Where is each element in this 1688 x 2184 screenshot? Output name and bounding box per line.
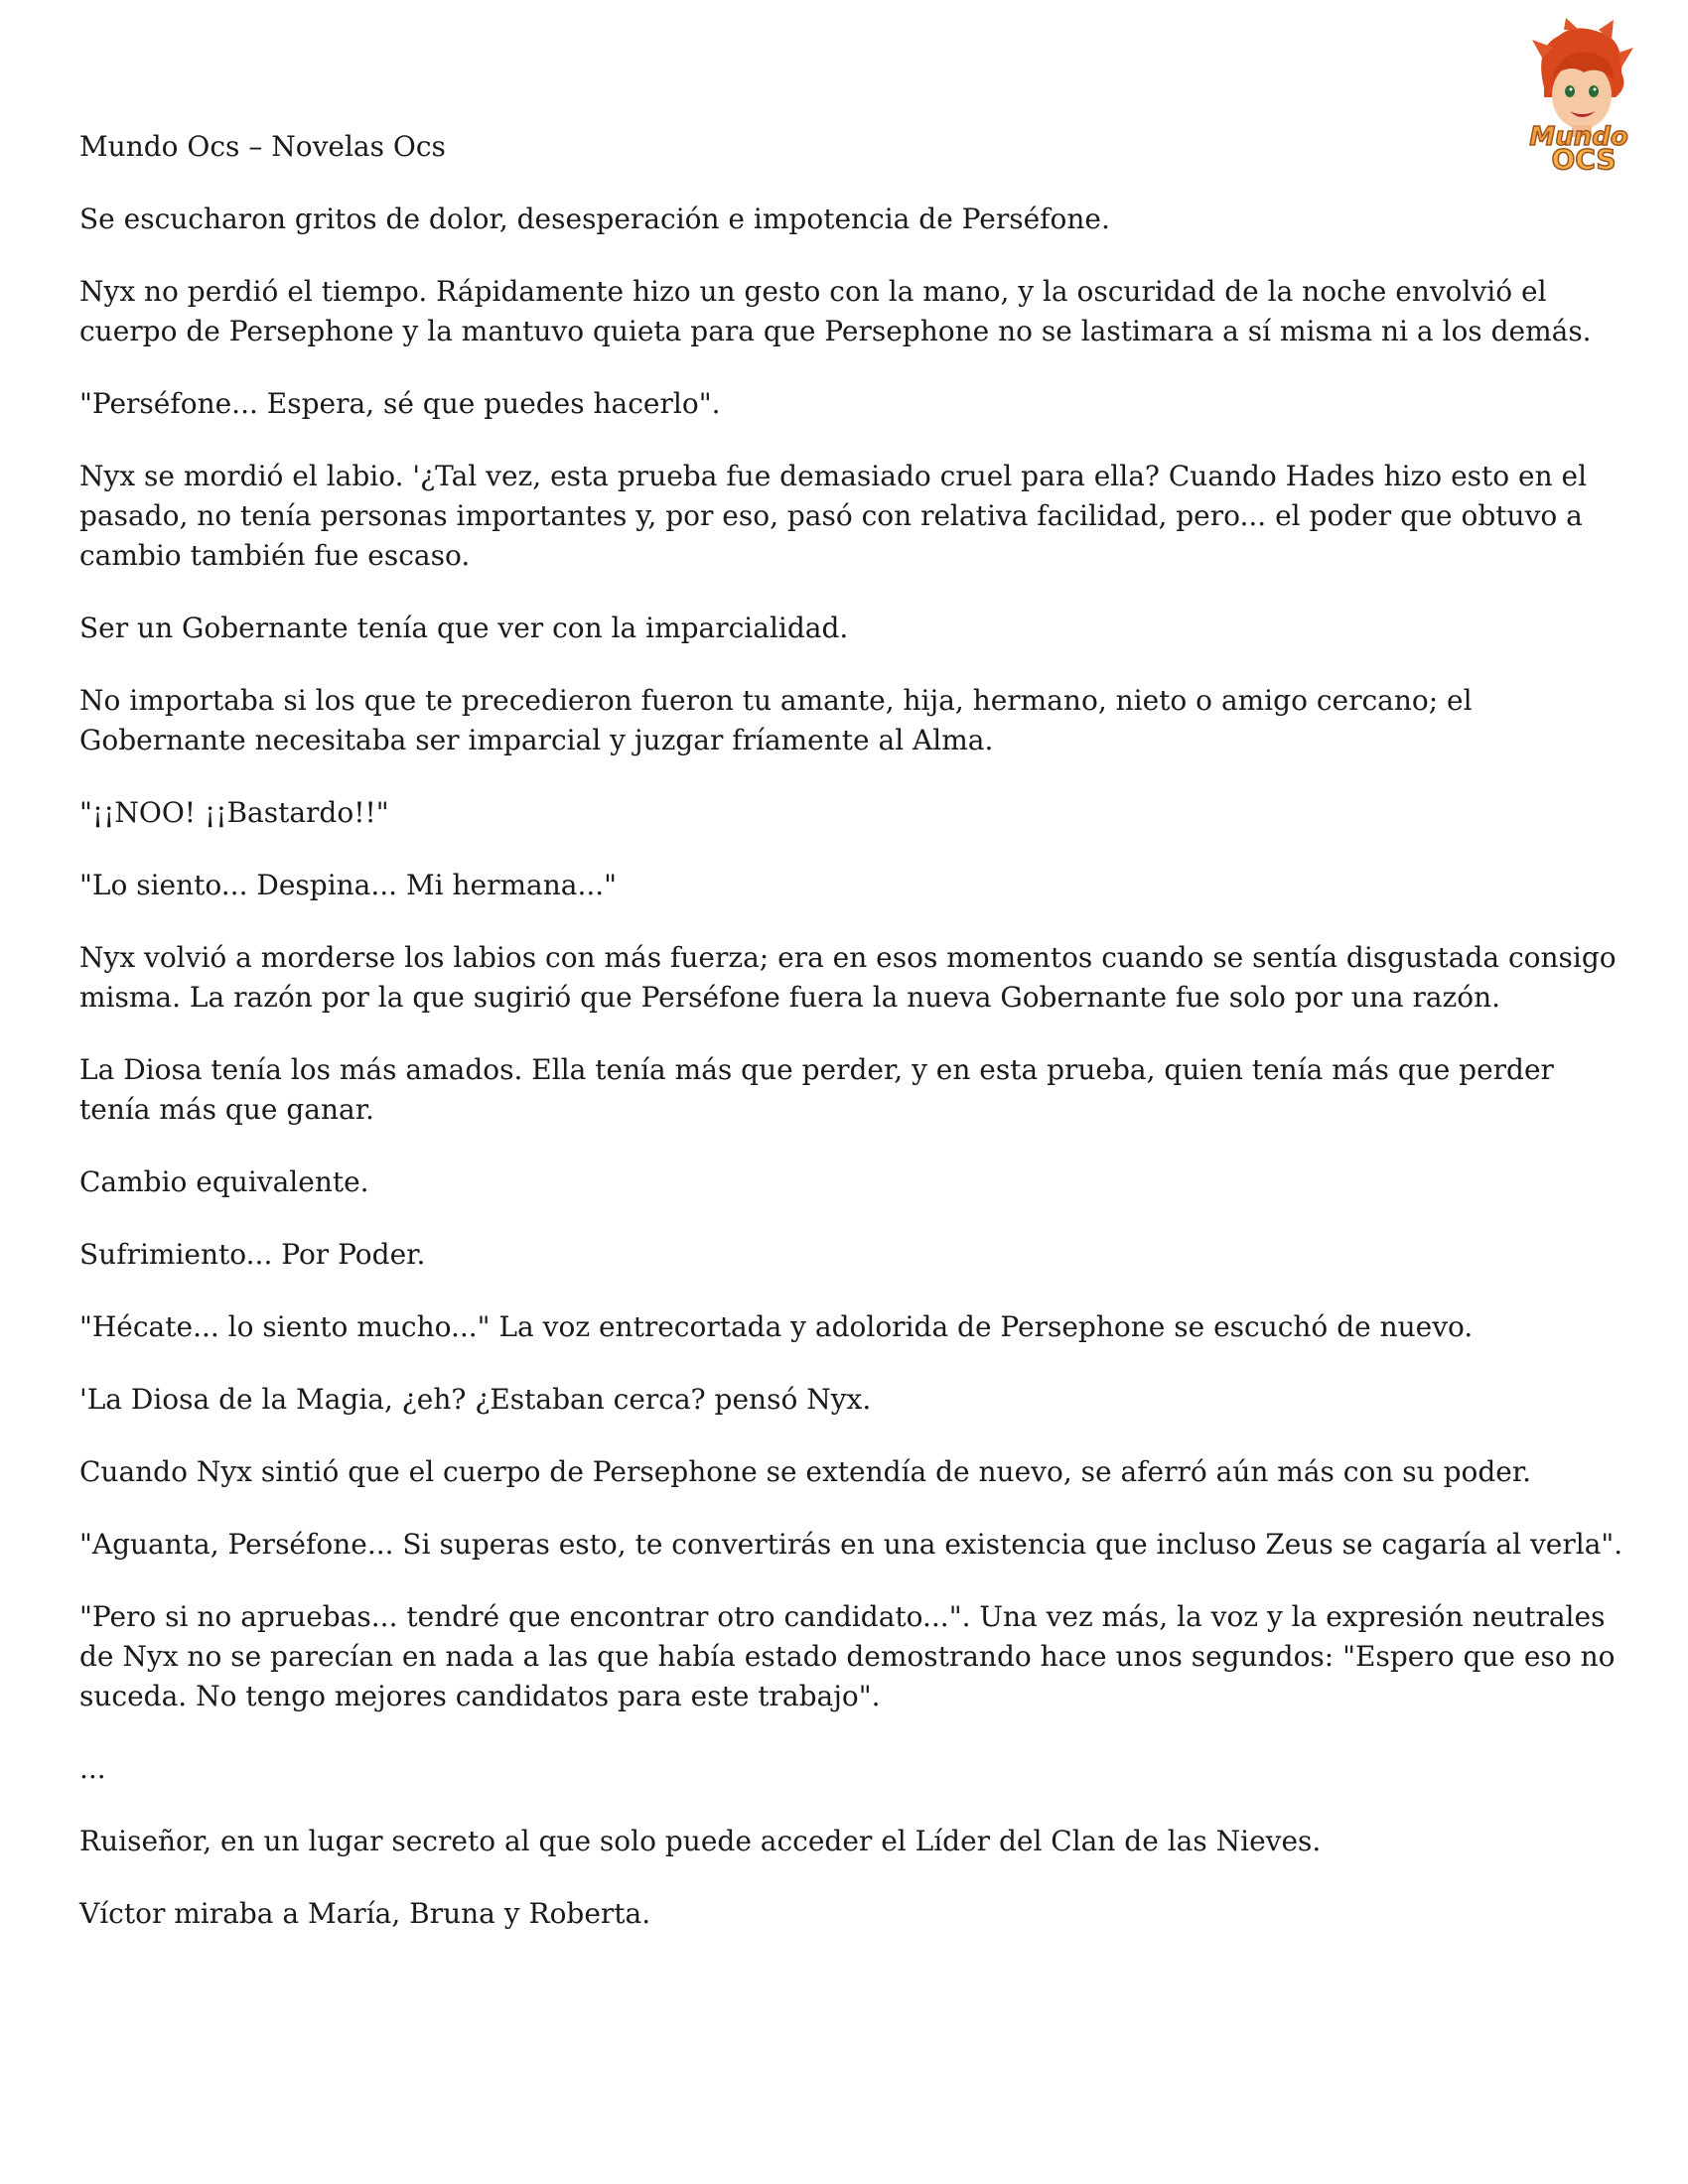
paragraph: Ruiseñor, en un lugar secreto al que solo puede acceder el Líder del Clan de las Nieves. <box>79 1825 1322 1857</box>
paragraph: "Aguanta, Perséfone... Si superas esto, te convertirás en una existencia que incluso Zeus se cagaría al verla". <box>79 1528 1623 1561</box>
svg-text:Mundo: Mundo <box>1529 122 1628 152</box>
paragraph: Ser un Gobernante tenía que ver con la imparcialidad. <box>79 612 849 644</box>
paragraph: Cambio equivalente. <box>79 1165 369 1198</box>
document-header: Mundo Ocs – Novelas Ocs <box>79 130 446 163</box>
paragraph: La Diosa tenía los más amados. Ella tenía más que perder, y en esta prueba, quien tenía más que perder tenía más que ganar. <box>79 1053 1554 1126</box>
paragraph: Sufrimiento... Por Poder. <box>79 1238 426 1271</box>
document-body <box>79 127 1628 1967</box>
paragraph: Cuando Nyx sintió que el cuerpo de Persephone se extendía de nuevo, se aferró aún más con su poder. <box>79 1455 1532 1488</box>
svg-text:OCS: OCS <box>1551 143 1617 172</box>
paragraph: Se escucharon gritos de dolor, desesperación e impotencia de Perséfone. <box>79 203 1110 235</box>
paragraph: "Pero si no apruebas... tendré que encontrar otro candidato...". Una vez más, la voz y la expresión neutrales de Nyx no se parecían en nada a las que había estado demostrando hace unos segundos: "Espero que eso no suceda. No tengo mejores candidatos para este trabajo". <box>79 1600 1616 1712</box>
paragraph: Nyx se mordió el labio. '¿Tal vez, esta prueba fue demasiado cruel para ella? Cuando Hades hizo esto en el pasado, no tenía personas importantes y, por eso, pasó con relativa facilidad, pero... el poder que obtuvo a cambio también fue escaso. <box>79 460 1588 572</box>
paragraph: No importaba si los que te precedieron fueron tu amante, hija, hermano, nieto o amigo cercano; el Gobernante necesitaba ser imparcial y juzgar fríamente al Alma. <box>79 684 1473 756</box>
paragraph: "Perséfone... Espera, sé que puedes hacerlo". <box>79 387 721 420</box>
paragraph: "Lo siento... Despina... Mi hermana..." <box>79 869 618 901</box>
scene-break: ... <box>79 1752 106 1785</box>
paragraph: "Hécate... lo siento mucho..." La voz entrecortada y adolorida de Persephone se escuchó de nuevo. <box>79 1310 1474 1343</box>
paragraph: Víctor miraba a María, Bruna y Roberta. <box>79 1897 651 1930</box>
paragraph: "¡¡NOO! ¡¡Bastardo!!" <box>79 796 389 829</box>
paragraph: Nyx volvió a morderse los labios con más fuerza; era en esos momentos cuando se sentía disgustada consigo misma. La razón por la que sugirió que Perséfone fuera la nueva Gobernante fue solo por una razón. <box>79 941 1617 1014</box>
paragraph: Nyx no perdió el tiempo. Rápidamente hizo un gesto con la mano, y la oscuridad de la noche envolvió el cuerpo de Persephone y la mantuvo quieta para que Persephone no se lastimara a sí misma ni a los demás. <box>79 275 1592 347</box>
paragraph: 'La Diosa de la Magia, ¿eh? ¿Estaban cerca? pensó Nyx. <box>79 1383 872 1416</box>
